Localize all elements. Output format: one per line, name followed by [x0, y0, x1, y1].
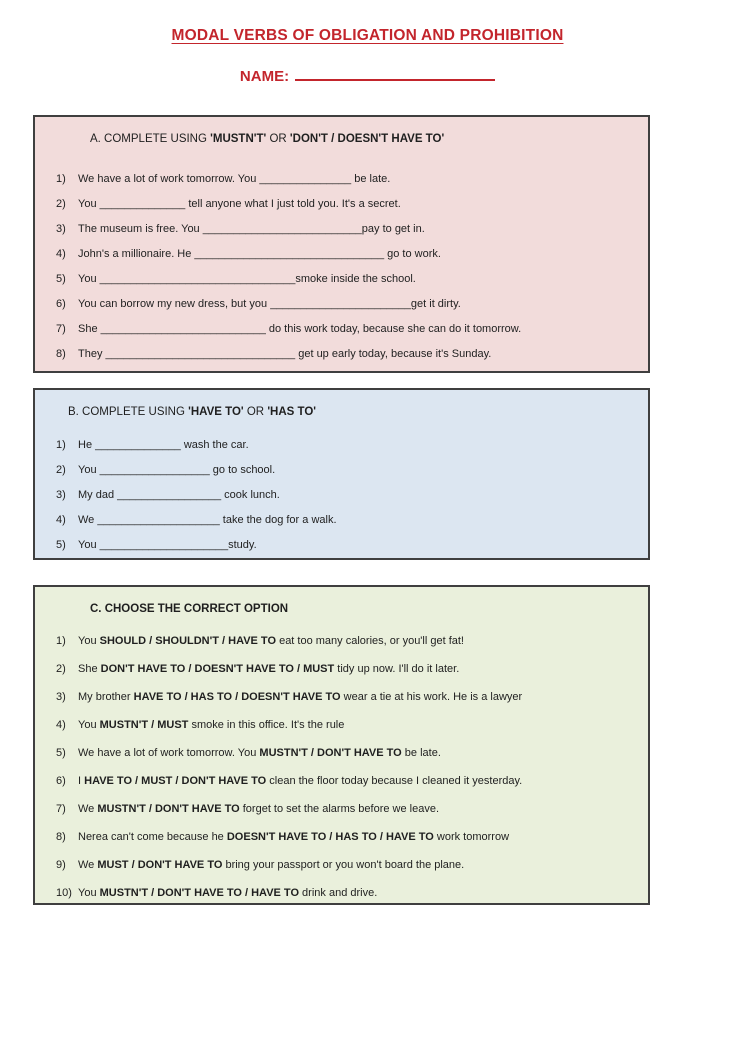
item-number: 3): [56, 223, 66, 235]
item-number: 2): [56, 198, 66, 210]
item-text: She ___________________________ do this work today, because she can do it tomorrow.: [78, 323, 522, 335]
item-number: 10): [56, 887, 72, 899]
exercise-item: [35, 746, 648, 760]
name-blank-line: [295, 66, 495, 81]
item-number: 5): [56, 539, 66, 551]
item-number: 2): [56, 663, 66, 675]
section-b-items: [35, 438, 648, 552]
item-text: You ______________ tell anyone what I just told you. It's a secret.: [78, 198, 401, 210]
item-number: 1): [56, 439, 66, 451]
item-text: The museum is free. You __________________________pay to get in.: [78, 223, 425, 235]
exercise-item: [35, 513, 648, 527]
exercise-item: [35, 538, 648, 552]
item-number: 5): [56, 273, 66, 285]
item-text: They _______________________________ get up early today, because it's Sunday.: [78, 348, 492, 360]
exercise-item: [35, 463, 648, 477]
item-number: 1): [56, 635, 66, 647]
item-text: You __________________ go to school.: [78, 464, 276, 476]
item-text: We MUSTN'T / DON'T HAVE TO forget to set the alarms before we leave.: [78, 803, 440, 815]
exercise-item: [35, 830, 648, 844]
exercise-item: [35, 634, 648, 648]
item-number: 4): [56, 514, 66, 526]
section-c-header: C. CHOOSE THE CORRECT OPTION: [90, 603, 289, 615]
section-a-box: [33, 115, 650, 373]
item-number: 2): [56, 464, 66, 476]
item-number: 7): [56, 803, 66, 815]
item-text: I HAVE TO / MUST / DON'T HAVE TO clean the floor today because I cleaned it yesterday.: [78, 775, 523, 787]
section-c-box: [33, 585, 650, 905]
item-text: We have a lot of work tomorrow. You MUSTN'T / DON'T HAVE TO be late.: [78, 747, 441, 759]
exercise-item: [35, 197, 648, 211]
item-text: You MUSTN'T / DON'T HAVE TO / HAVE TO drink and drive.: [78, 887, 378, 899]
exercise-item: [35, 272, 648, 286]
page-title-text: MODAL VERBS OF OBLIGATION AND PROHIBITION: [171, 27, 564, 44]
item-number: 6): [56, 298, 66, 310]
exercise-item: [35, 322, 648, 336]
item-text: My dad _________________ cook lunch.: [78, 489, 280, 501]
item-text: Nerea can't come because he DOESN'T HAVE TO / HAS TO / HAVE TO work tomorrow: [78, 831, 510, 843]
page-title: [0, 0, 735, 45]
exercise-item: [35, 802, 648, 816]
item-number: 4): [56, 248, 66, 260]
item-text: He ______________ wash the car.: [78, 439, 249, 451]
item-text: She DON'T HAVE TO / DOESN'T HAVE TO / MUST tidy up now. I'll do it later.: [78, 663, 460, 675]
exercise-item: [35, 858, 648, 872]
item-text: We have a lot of work tomorrow. You _______________ be late.: [78, 173, 391, 185]
exercise-item: [35, 297, 648, 311]
exercise-item: [35, 718, 648, 732]
item-text: We ____________________ take the dog for a walk.: [78, 514, 337, 526]
item-text: You SHOULD / SHOULDN'T / HAVE TO eat too many calories, or you'll get fat!: [78, 635, 464, 647]
section-a-items: [35, 172, 648, 361]
item-number: 4): [56, 719, 66, 731]
item-number: 1): [56, 173, 66, 185]
item-number: 8): [56, 831, 66, 843]
item-text: You ________________________________smoke inside the school.: [78, 273, 416, 285]
exercise-item: [35, 222, 648, 236]
exercise-item: [35, 438, 648, 452]
item-number: 9): [56, 859, 66, 871]
exercise-item: [35, 347, 648, 361]
name-label: NAME:: [239, 68, 290, 85]
item-text: John's a millionaire. He _______________________________ go to work.: [78, 248, 441, 260]
item-text: You MUSTN'T / MUST smoke in this office. It's the rule: [78, 719, 345, 731]
item-number: 5): [56, 747, 66, 759]
item-number: 6): [56, 775, 66, 787]
item-number: 7): [56, 323, 66, 335]
item-text: We MUST / DON'T HAVE TO bring your passport or you won't board the plane.: [78, 859, 465, 871]
item-number: 8): [56, 348, 66, 360]
item-number: 3): [56, 691, 66, 703]
item-text: You _____________________study.: [78, 539, 257, 551]
section-b-box: [33, 388, 650, 560]
exercise-item: [35, 488, 648, 502]
exercise-item: [35, 690, 648, 704]
exercise-item: [35, 172, 648, 186]
item-text: My brother HAVE TO / HAS TO / DOESN'T HAVE TO wear a tie at his work. He is a lawyer: [78, 691, 523, 703]
name-row: [0, 66, 735, 85]
item-text: You can borrow my new dress, but you _______________________get it dirty.: [78, 298, 461, 310]
exercise-item: [35, 662, 648, 676]
section-a-header: A. COMPLETE USING 'MUSTN'T' OR 'DON'T / DOESN'T HAVE TO': [90, 133, 445, 145]
exercise-item: [35, 247, 648, 261]
exercise-item: [35, 774, 648, 788]
section-b-header: B. COMPLETE USING 'HAVE TO' OR 'HAS TO': [68, 406, 317, 418]
exercise-item: [35, 886, 648, 900]
section-c-items: [35, 634, 648, 900]
item-number: 3): [56, 489, 66, 501]
